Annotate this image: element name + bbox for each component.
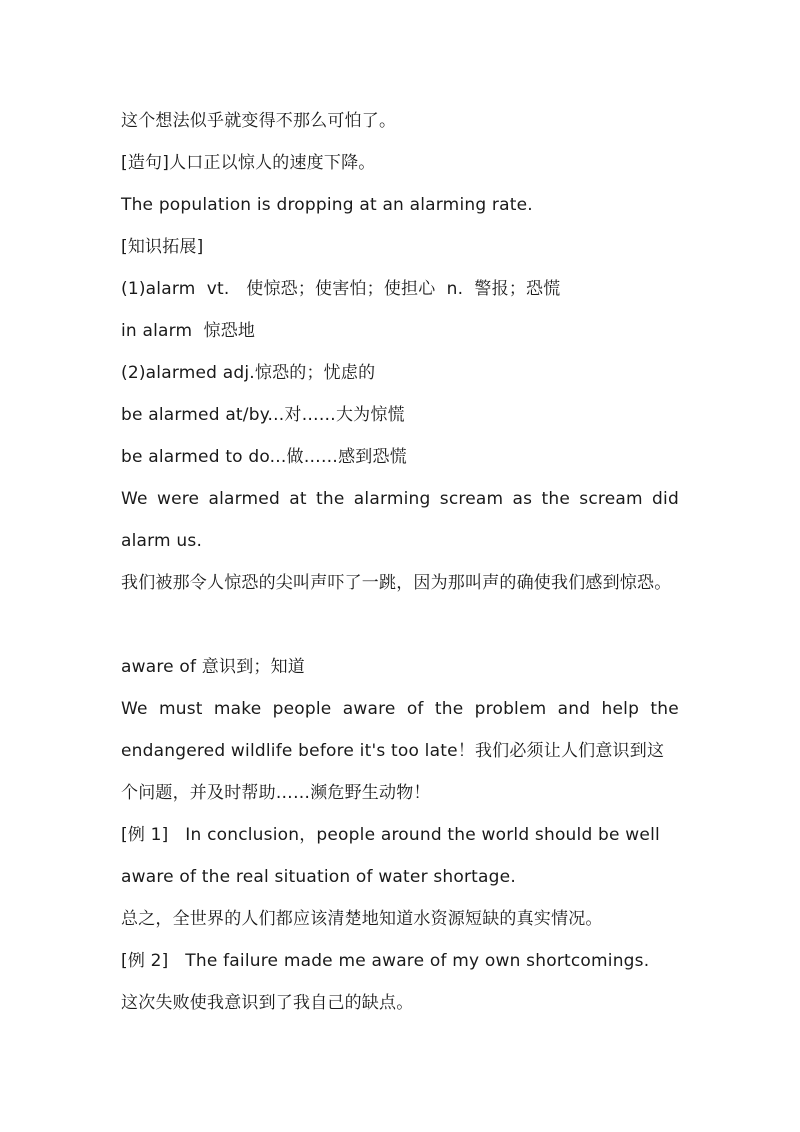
text-line-14 <box>121 698 679 720</box>
word: were <box>156 489 200 509</box>
text-line-16: 个问题，并及时帮助……濒危野生动物！ <box>121 783 431 803</box>
word: people <box>272 699 332 719</box>
word: We <box>121 699 148 719</box>
word: alarmed <box>208 489 280 509</box>
word: aware <box>342 699 396 719</box>
word: the <box>316 489 345 509</box>
text-line-19: 总之，全世界的人们都应该清楚地知道水资源短缺的真实情况。 <box>121 909 603 929</box>
word: at <box>289 489 307 509</box>
word: the <box>541 489 570 509</box>
word: the <box>650 699 679 719</box>
text-line-9: be alarmed to do...做……感到恐慌 <box>121 447 407 467</box>
word: as <box>512 489 533 509</box>
text-line-1: 这个想法似乎就变得不那么可怕了。 <box>121 111 397 131</box>
word: scream <box>579 489 643 509</box>
text-line-5: (1)alarm vt. 使惊恐；使害怕；使担心 n. 警报；恐慌 <box>121 279 561 299</box>
text-line-2: [造句]人口正以惊人的速度下降。 <box>121 153 376 173</box>
text-line-21: 这次失败使我意识到了我自己的缺点。 <box>121 993 414 1013</box>
word: alarming <box>353 489 431 509</box>
word: of <box>406 699 424 719</box>
text-line-15: endangered wildlife before it's too late！我们必须让人们意识到这 <box>121 741 665 761</box>
word: and <box>557 699 591 719</box>
text-line-20: [例 2] The failure made me aware of my own shortcomings. <box>121 951 650 971</box>
word: did <box>652 489 679 509</box>
word: the <box>434 699 464 719</box>
text-line-13: aware of 意识到；知道 <box>121 657 306 677</box>
text-line-11: alarm us. <box>121 531 203 551</box>
text-line-10 <box>121 488 679 510</box>
text-line-4: [知识拓展] <box>121 237 204 257</box>
text-line-18: aware of the real situation of water shortage. <box>121 867 516 887</box>
word: must <box>158 699 203 719</box>
word: make <box>213 699 262 719</box>
text-line-3: The population is dropping at an alarming rate. <box>121 195 533 215</box>
text-line-12: 我们被那令人惊恐的尖叫声吓了一跳，因为那叫声的确使我们感到惊恐。 <box>121 573 672 593</box>
word: help <box>601 699 640 719</box>
word: problem <box>474 699 547 719</box>
word: We <box>121 489 148 509</box>
text-line-7: (2)alarmed adj.惊恐的；忧虑的 <box>121 363 376 383</box>
text-line-6: in alarm 惊恐地 <box>121 321 256 341</box>
text-line-17: [例 1] In conclusion，people around the world should be well <box>121 825 660 845</box>
text-line-8: be alarmed at/by...对……大为惊慌 <box>121 405 405 425</box>
word: scream <box>439 489 504 509</box>
